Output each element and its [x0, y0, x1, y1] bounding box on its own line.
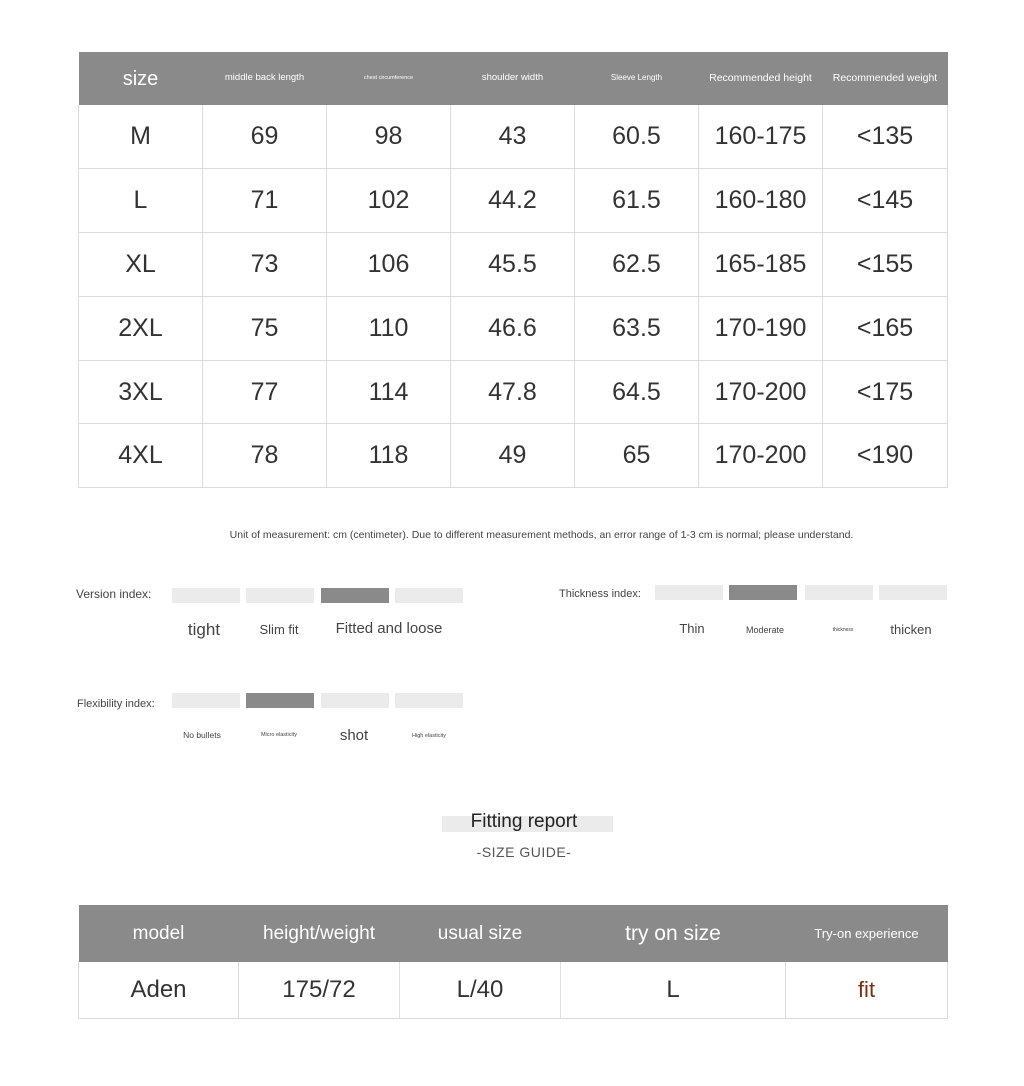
- header-size: size: [79, 52, 203, 105]
- header-try-on-experience: Try-on experience: [786, 905, 948, 962]
- flexibility-option-high-elasticity: High elasticity: [412, 733, 446, 739]
- size-chart-header-row: [79, 52, 948, 105]
- table-row: [79, 360, 948, 424]
- table-cell: 98: [327, 105, 451, 169]
- version-index-bar-4: [395, 588, 463, 603]
- table-cell: 69: [203, 105, 327, 169]
- table-cell: 61.5: [575, 169, 699, 233]
- flexibility-option-shot: shot: [339, 727, 369, 744]
- table-row: [79, 233, 948, 297]
- table-row: [79, 296, 948, 360]
- size-guide-subtitle: -SIZE GUIDE-: [476, 844, 572, 860]
- table-cell: 64.5: [575, 360, 699, 424]
- table-cell: 114: [327, 360, 451, 424]
- header-chest-circumference: chest circumference: [327, 52, 451, 105]
- header-middle-back-length: middle back length: [203, 52, 327, 105]
- fitting-header-row: [79, 905, 948, 962]
- table-cell: 160-180: [699, 169, 823, 233]
- table-cell: 2XL: [79, 296, 203, 360]
- table-cell: 46.6: [451, 296, 575, 360]
- header-recommended-height: Recommended height: [699, 52, 823, 105]
- thickness-index-bar-2-active: [729, 585, 797, 600]
- version-option-tight: tight: [187, 620, 221, 639]
- header-usual-size: usual size: [400, 905, 561, 962]
- header-sleeve-length: Sleeve Length: [575, 52, 699, 105]
- table-cell: 45.5: [451, 233, 575, 297]
- table-cell: <165: [823, 296, 948, 360]
- table-cell: 71: [203, 169, 327, 233]
- table-row: [79, 169, 948, 233]
- thickness-index-bar-1: [655, 585, 723, 600]
- table-cell: <135: [823, 105, 948, 169]
- flexibility-index-bar-4: [395, 693, 463, 708]
- thickness-option-thicken: thicken: [890, 622, 932, 637]
- model-name: Aden: [79, 962, 239, 1018]
- model-height-weight: 175/72: [239, 962, 400, 1018]
- model-try-on-experience: fit: [786, 962, 948, 1018]
- header-model: model: [79, 905, 239, 962]
- header-shoulder-width: shoulder width: [451, 52, 575, 105]
- table-cell: 43: [451, 105, 575, 169]
- size-chart-table: [78, 52, 948, 488]
- table-cell: 3XL: [79, 360, 203, 424]
- header-try-on-size: try on size: [561, 905, 786, 962]
- table-cell: <145: [823, 169, 948, 233]
- thickness-option-moderate: Moderate: [745, 625, 785, 635]
- table-cell: 65: [575, 424, 699, 488]
- measurement-note: Unit of measurement: cm (centimeter). Due to different measurement methods, an error range of 1-3 cm is normal; please understand.: [229, 529, 854, 541]
- fitting-report-title: Fitting report: [470, 811, 578, 832]
- flexibility-index-bar-3: [321, 693, 389, 708]
- thickness-option-thickness: thickness: [832, 627, 854, 633]
- table-row: [79, 105, 948, 169]
- table-cell: 44.2: [451, 169, 575, 233]
- table-cell: XL: [79, 233, 203, 297]
- table-cell: 77: [203, 360, 327, 424]
- flexibility-index-bar-1: [172, 693, 240, 708]
- table-cell: 106: [327, 233, 451, 297]
- table-row: [79, 424, 948, 488]
- header-recommended-weight: Recommended weight: [823, 52, 948, 105]
- table-cell: 62.5: [575, 233, 699, 297]
- table-cell: 75: [203, 296, 327, 360]
- table-cell: 118: [327, 424, 451, 488]
- header-height-weight: height/weight: [239, 905, 400, 962]
- table-cell: L: [79, 169, 203, 233]
- version-index-bar-2: [246, 588, 314, 603]
- table-cell: 170-200: [699, 360, 823, 424]
- version-index-bar-3-active: [321, 588, 389, 603]
- flexibility-index-bar-2-active: [246, 693, 314, 708]
- flexibility-index-label: Flexibility index:: [77, 698, 155, 710]
- table-row: [79, 962, 948, 1018]
- table-cell: 60.5: [575, 105, 699, 169]
- table-cell: <155: [823, 233, 948, 297]
- thickness-index-bar-4: [879, 585, 947, 600]
- table-cell: 4XL: [79, 424, 203, 488]
- table-cell: 73: [203, 233, 327, 297]
- model-try-on-size: L: [561, 962, 786, 1018]
- version-index-bar-1: [172, 588, 240, 603]
- version-index-label: Version index:: [76, 587, 152, 601]
- table-cell: 160-175: [699, 105, 823, 169]
- model-usual-size: L/40: [400, 962, 561, 1018]
- table-cell: 170-200: [699, 424, 823, 488]
- table-cell: 47.8: [451, 360, 575, 424]
- thickness-index-bar-3: [805, 585, 873, 600]
- thickness-index-label: Thickness index:: [559, 588, 641, 600]
- table-cell: <175: [823, 360, 948, 424]
- table-cell: 170-190: [699, 296, 823, 360]
- table-cell: 110: [327, 296, 451, 360]
- table-cell: 63.5: [575, 296, 699, 360]
- table-cell: 49: [451, 424, 575, 488]
- fitting-report-table: [78, 905, 948, 1019]
- flexibility-option-no-bullets: No bullets: [183, 730, 221, 740]
- table-cell: 102: [327, 169, 451, 233]
- table-cell: <190: [823, 424, 948, 488]
- flexibility-option-micro-elasticity: Micro elasticity: [260, 732, 298, 738]
- table-cell: M: [79, 105, 203, 169]
- table-cell: 165-185: [699, 233, 823, 297]
- version-option-slim-fit: Slim fit: [259, 622, 299, 637]
- version-option-fitted-and-loose: Fitted and loose: [335, 620, 443, 637]
- thickness-option-thin: Thin: [679, 621, 705, 636]
- table-cell: 78: [203, 424, 327, 488]
